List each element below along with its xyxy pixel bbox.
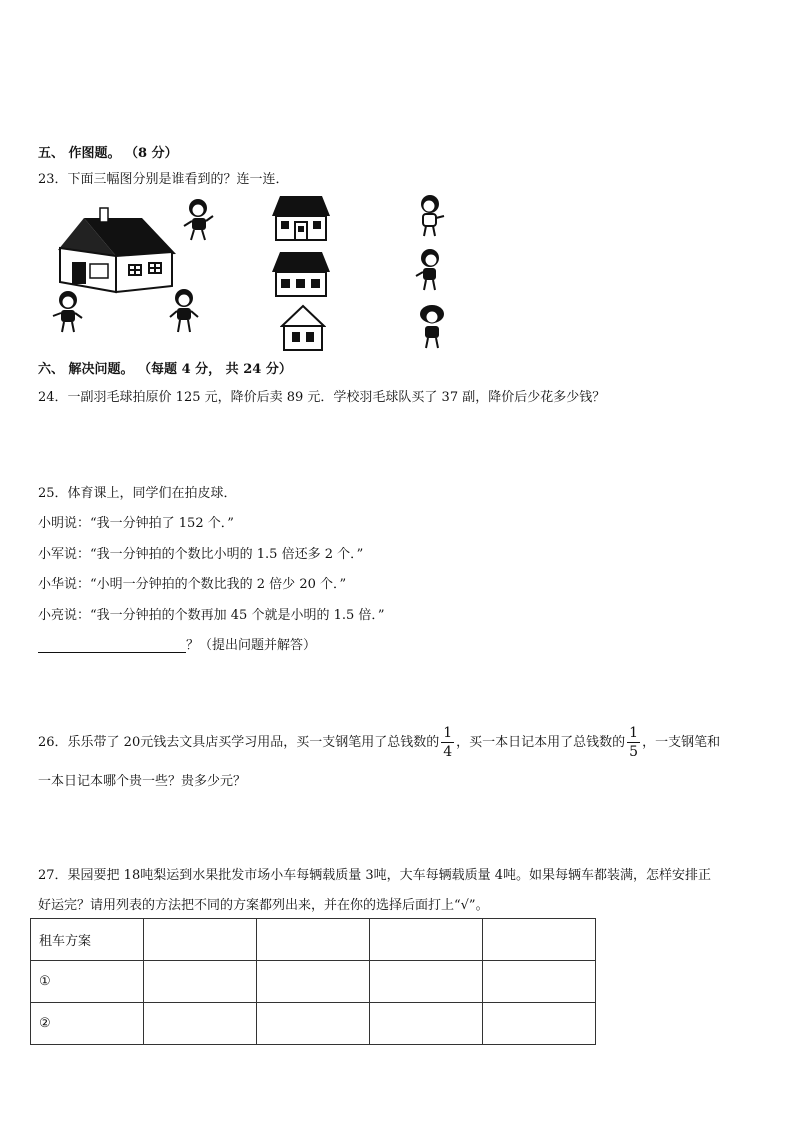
table-cell[interactable] (257, 961, 370, 1003)
question-24-text: 24．一副羽毛球拍原价 125 元，降价后卖 89 元．学校羽毛球队买了 37 副，降价后少花多少钱？ (38, 390, 606, 405)
question-26-line-2: 一本日记本哪个贵一些？贵多少元？ (38, 774, 247, 789)
answer-blank-line[interactable] (38, 638, 186, 653)
table-cell[interactable] (144, 1003, 257, 1045)
question-26-line-1 (38, 724, 720, 762)
table-cell[interactable] (257, 919, 370, 961)
table-cell[interactable] (370, 1003, 483, 1045)
house-view-front-door (270, 192, 332, 244)
child-figure-top-icon (180, 196, 220, 242)
fraction-2-numerator: 1 (629, 725, 639, 741)
table-row-label: ② (31, 1003, 144, 1045)
question-25-intro: 25．体育课上，同学们在拍皮球． (38, 486, 237, 501)
question-25-prompt: ？（提出问题并解答） (186, 638, 317, 653)
child-option-1-icon (412, 192, 448, 238)
child-option-2-icon (412, 246, 448, 292)
question-27-line-2: 好运完？请用列表的方法把不同的方案都列出来，并在你的选择后面打上“√”。 (38, 898, 489, 913)
table-cell[interactable] (483, 961, 596, 1003)
question-25-line-4: 小亮说：“我一分钟拍的个数再加 45 个就是小明的 1.5 倍．” (38, 608, 385, 623)
table-cell[interactable] (483, 919, 596, 961)
house-view-side-windows (270, 248, 332, 300)
question-25-line-3: 小华说：“小明一分钟拍的个数比我的 2 倍少 20 个．” (38, 577, 347, 592)
table-row (31, 1003, 596, 1045)
table-cell[interactable] (144, 919, 257, 961)
question-23-text: 23．下面三幅图分别是谁看到的？连一连． (38, 172, 289, 187)
table-header-cell: 租车方案 (31, 919, 144, 961)
child-figure-bottom-icon (164, 286, 204, 334)
table-cell[interactable] (370, 919, 483, 961)
table-cell[interactable] (257, 1003, 370, 1045)
question-26-part-1: 26．乐乐带了 20元钱去文具店买学习用品，买一支钢笔用了总钱数的 (38, 735, 440, 750)
child-figure-left-icon (48, 288, 88, 334)
question-25-line-2: 小军说：“我一分钟拍的个数比小明的 1.5 倍还多 2 个．” (38, 547, 364, 562)
rental-plan-table (30, 918, 596, 1045)
fraction-1-numerator: 1 (443, 725, 453, 741)
question-26-part-2: ，买一本日记本用了总钱数的 (456, 735, 626, 750)
fraction-one-fifth (627, 726, 640, 759)
table-row (31, 919, 596, 961)
section-5-title: 五、 作图题。 （8 分） (38, 146, 178, 161)
fraction-2-denominator: 5 (629, 744, 639, 760)
table-row (31, 961, 596, 1003)
question-25-blank-row (38, 634, 316, 653)
table-cell[interactable] (483, 1003, 596, 1045)
question-26-part-3: ，一支钢笔和 (642, 735, 721, 750)
table-cell[interactable] (144, 961, 257, 1003)
question-27-line-1: 27．果园要把 18吨梨运到水果批发市场小车每辆载质量 3吨，大车每辆载质量 4吨。如果每辆车都装满，怎样安排正 (38, 868, 712, 883)
table-row-label: ① (31, 961, 144, 1003)
fraction-one-quarter (441, 726, 454, 759)
table-cell[interactable] (370, 961, 483, 1003)
question-25-line-1: 小明说：“我一分钟拍了 152 个．” (38, 516, 234, 531)
fraction-1-denominator: 4 (443, 744, 453, 760)
section-6-title: 六、 解决问题。 （每题 4 分， 共 24 分） (38, 362, 292, 377)
house-view-gable-end (280, 304, 326, 352)
child-option-3-icon (412, 302, 452, 350)
